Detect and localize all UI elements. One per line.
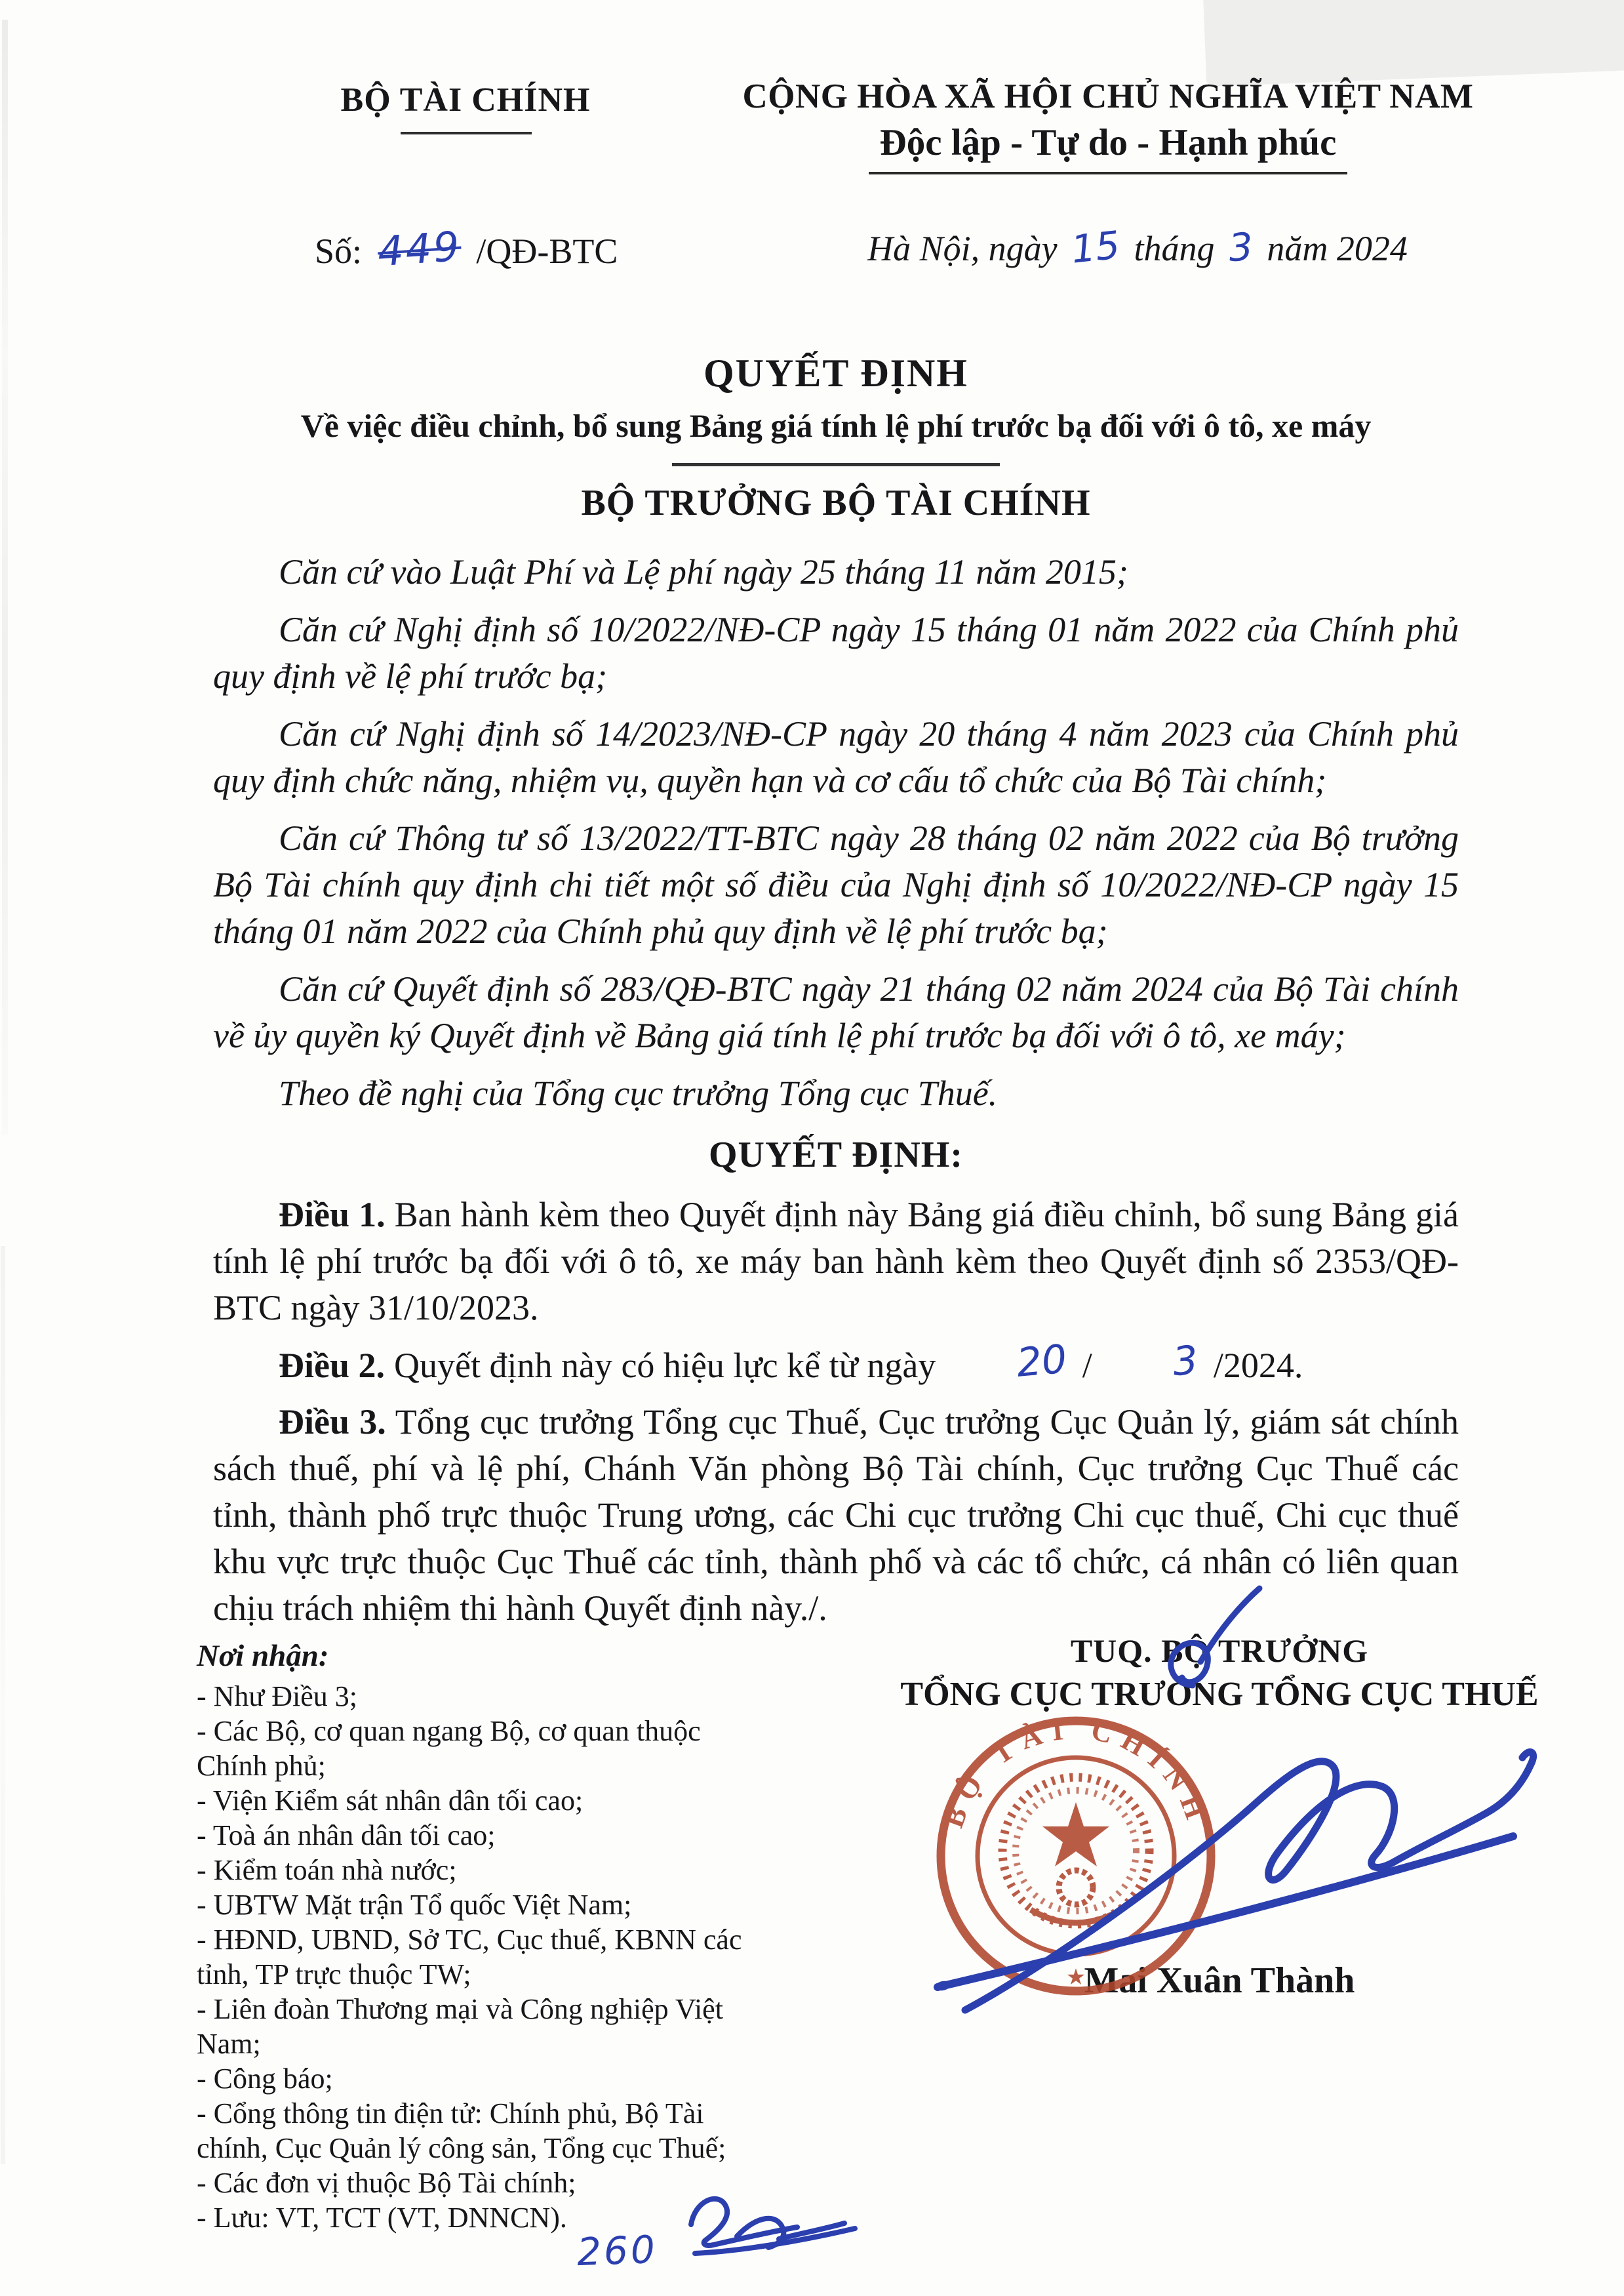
year-label: năm 2024 bbox=[1267, 229, 1408, 268]
preamble bbox=[213, 549, 1459, 1117]
number-suffix: /QĐ-BTC bbox=[476, 232, 618, 271]
document-kind: QUYẾT ĐỊNH bbox=[703, 352, 968, 395]
recipient-item: - HĐND, UBND, Sở TC, Cục thuế, KBNN các tỉnh, TP trực thuộc TW; bbox=[197, 1923, 742, 1990]
seal-star-icon: ★ bbox=[1065, 1965, 1086, 1990]
recipients-label: Nơi nhận: bbox=[197, 1639, 329, 1673]
signer-name: Mai Xuân Thành bbox=[1084, 1960, 1355, 2001]
seal-text: BỘ TÀI CHÍNH bbox=[937, 1712, 1215, 1832]
decision-heading: QUYẾT ĐỊNH: bbox=[708, 1135, 963, 1175]
preamble-paragraph: Căn cứ Nghị định số 14/2023/NĐ-CP ngày 20 tháng 4 năm 2023 của Chính phủ quy định chức năng, nhiệm vụ, quyền hạn và cơ cấu tổ chức của Bộ Tài chính; bbox=[213, 714, 1459, 800]
preamble-paragraph: Căn cứ Quyết định số 283/QĐ-BTC ngày 21 tháng 02 năm 2024 của Bộ Tài chính về ủy quyền ký Quyết định về Bảng giá tính lệ phí trước bạ đối với ô tô, xe máy; bbox=[213, 969, 1459, 1055]
issuing-authority: BỘ TRƯỞNG BỘ TÀI CHÍNH bbox=[581, 483, 1091, 523]
document-number-line bbox=[315, 222, 618, 276]
document-header bbox=[213, 62, 1474, 312]
handwritten-month: 3 bbox=[1227, 224, 1255, 271]
signer-authority-line2: TỔNG CỤC TRƯỞNG TỔNG CỤC THUẾ bbox=[900, 1676, 1539, 1713]
handwritten-day: 15 bbox=[1069, 222, 1122, 272]
article-2-text-after: /2024. bbox=[1213, 1346, 1303, 1385]
handwritten-page-number: 260 bbox=[576, 2226, 658, 2275]
motto-underline bbox=[869, 172, 1347, 174]
recipient-item: - Liên đoàn Thương mại và Công nghiệp Việt Nam; bbox=[197, 1993, 723, 2060]
svg-text:BỘ TÀI CHÍNH bbox=[937, 1713, 1214, 1832]
document-subject: Về việc điều chỉnh, bổ sung Bảng giá tính lệ phí trước bạ đối với ô tô, xe máy bbox=[300, 407, 1372, 444]
preamble-paragraph: Căn cứ Thông tư số 13/2022/TT-BTC ngày 28 tháng 02 năm 2022 của Bộ trưởng Bộ Tài chính quy định chi tiết một số điều của Nghị định số 10/2022/NĐ-CP ngày 15 tháng 01 năm 2022 của Chính phủ quy định về lệ phí trước bạ; bbox=[213, 818, 1459, 951]
recipient-item: - UBTW Mặt trận Tổ quốc Việt Nam; bbox=[197, 1889, 632, 1921]
recipients-block bbox=[197, 1638, 770, 2235]
month-label: tháng bbox=[1134, 229, 1215, 268]
recipient-item: - Lưu: VT, TCT (VT, DNNCN). bbox=[197, 2202, 567, 2234]
date-separator: / bbox=[1082, 1346, 1092, 1385]
scan-edge-streak bbox=[1, 1246, 5, 2164]
republic-title: CỘNG HÒA XÃ HỘI CHỦ NGHĨA VIỆT NAM bbox=[742, 77, 1474, 115]
handwritten-document-number: 449 bbox=[376, 222, 463, 276]
official-seal-icon bbox=[937, 1713, 1214, 1991]
recipient-item: - Toà án nhân dân tối cao; bbox=[197, 1819, 496, 1851]
org-underline bbox=[401, 132, 532, 134]
number-label: Số: bbox=[315, 232, 363, 271]
issuing-org-name: BỘ TÀI CHÍNH bbox=[340, 81, 591, 119]
preamble-paragraph: Theo đề nghị của Tổng cục trưởng Tổng cục Thuế. bbox=[279, 1074, 998, 1113]
place-date-line bbox=[849, 222, 1426, 272]
place-date-prefix: Hà Nội, ngày bbox=[867, 229, 1058, 268]
recipient-item: - Cổng thông tin điện tử: Chính phủ, Bộ Tài chính, Cục Quản lý công sản, Tổng cục Thuế; bbox=[197, 2097, 726, 2164]
preamble-paragraph: Căn cứ vào Luật Phí và Lệ phí ngày 25 tháng 11 năm 2015; bbox=[279, 552, 1128, 592]
recipient-item: - Kiểm toán nhà nước; bbox=[197, 1854, 457, 1886]
article-1 bbox=[213, 1192, 1459, 1331]
article-2 bbox=[213, 1336, 1459, 1389]
title-divider bbox=[672, 463, 1000, 466]
signer-authority-line1: TUQ. BỘ TRƯỞNG bbox=[1070, 1632, 1369, 1669]
article-2-label: Điều 2. bbox=[279, 1346, 385, 1385]
recipient-item: - Các đơn vị thuộc Bộ Tài chính; bbox=[197, 2167, 576, 2199]
article-3 bbox=[213, 1399, 1459, 1632]
recipient-item: - Các Bộ, cơ quan ngang Bộ, cơ quan thuộc Chính phủ; bbox=[197, 1715, 701, 1782]
handwritten-effective-month: 3 bbox=[1170, 1337, 1200, 1386]
article-3-text: Tổng cục trưởng Tổng cục Thuế, Cục trưởng Cục Quản lý, giám sát chính sách thuế, phí và lệ phí, Chánh Văn phòng Bộ Tài chính, Cục trưởng Cục Thuế các tỉnh, thành phố trực thuộc Trung ương, các Chi cục trưởng Chi cục thuế, Chi cục thuế khu vực trực thuộc Cục Thuế các tỉnh, thành phố và các tổ chức, cá nhân có liên quan chịu trách nhiệm thi hành Quyết định này./. bbox=[213, 1402, 1459, 1628]
recipient-item: - Công báo; bbox=[197, 2063, 333, 2095]
article-1-label: Điều 1. bbox=[279, 1195, 386, 1234]
preamble-paragraph: Căn cứ Nghị định số 10/2022/NĐ-CP ngày 15 tháng 01 năm 2022 của Chính phủ quy định về lệ phí trước bạ; bbox=[213, 610, 1459, 696]
national-header bbox=[731, 77, 1485, 174]
recipient-item: - Như Điều 3; bbox=[197, 1680, 358, 1712]
national-motto: Độc lập - Tự do - Hạnh phúc bbox=[879, 122, 1337, 163]
article-2-text: Quyết định này có hiệu lực kể từ ngày bbox=[394, 1346, 936, 1385]
article-3-label: Điều 3. bbox=[279, 1402, 386, 1441]
emblem-star-icon bbox=[1042, 1802, 1109, 1866]
recipient-item: - Viện Kiểm sát nhân dân tối cao; bbox=[197, 1784, 584, 1817]
article-1-text: Ban hành kèm theo Quyết định này Bảng giá điều chỉnh, bổ sung Bảng giá tính lệ phí trước bạ đối với ô tô, xe máy ban hành kèm theo Quyết định số 2353/QĐ-BTC ngày 31/10/2023. bbox=[213, 1195, 1459, 1327]
scan-edge-streak bbox=[2, 20, 8, 1135]
title-block bbox=[213, 351, 1459, 524]
handwritten-effective-day: 20 bbox=[1014, 1336, 1069, 1386]
document-body bbox=[213, 62, 1474, 1641]
